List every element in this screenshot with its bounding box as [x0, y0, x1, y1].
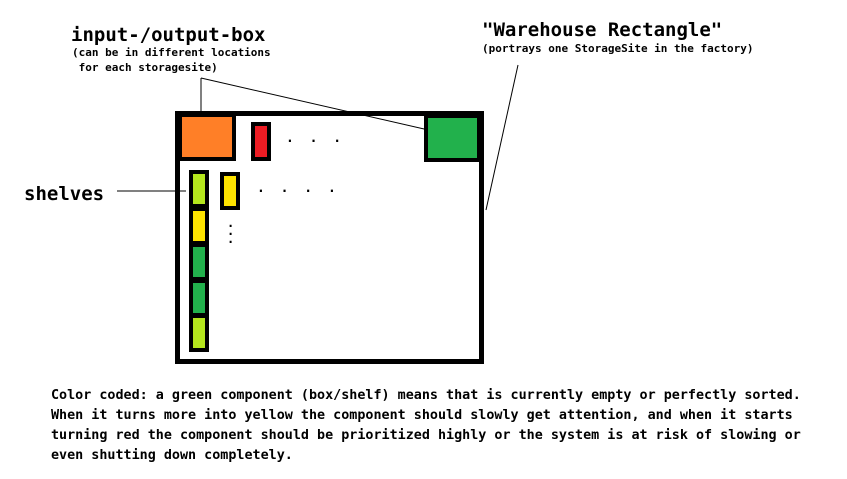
shelves-label: shelves [24, 183, 105, 205]
io-box-note-line2: for each storagesite) [72, 61, 218, 74]
io-box-right [424, 114, 481, 162]
shelf-column-5 [189, 314, 209, 352]
warehouse-note: (portrays one StorageSite in the factory) [482, 42, 754, 55]
warehouse-connector [486, 65, 518, 210]
shelf-column-1 [189, 170, 209, 208]
color-legend-caption: Color coded: a green component (box/shelf) means that is currently empty or perfectly sorted. When it turns more into yellow the component should slowly get attention, and when it starts turning red the component should be prioritized highly or the system is at risk of slowing or even shutting down completely. [51, 388, 801, 463]
warehouse-title: "Warehouse Rectangle" [482, 19, 723, 41]
shelf-column-4 [189, 279, 209, 317]
shelf-column-2 [189, 207, 209, 245]
io-box-left [178, 113, 236, 161]
dots-shelf-row: . . . . [257, 181, 340, 196]
io-box-note-line1: (can be in different locations [72, 46, 271, 59]
dots-vertical: . . . [227, 216, 235, 246]
io-box-title: input-/output-box [71, 24, 266, 46]
dots-top-row: . . . [286, 131, 346, 146]
shelf-second-column [220, 172, 240, 210]
shelf-top [251, 122, 271, 161]
shelf-column-3 [189, 243, 209, 281]
